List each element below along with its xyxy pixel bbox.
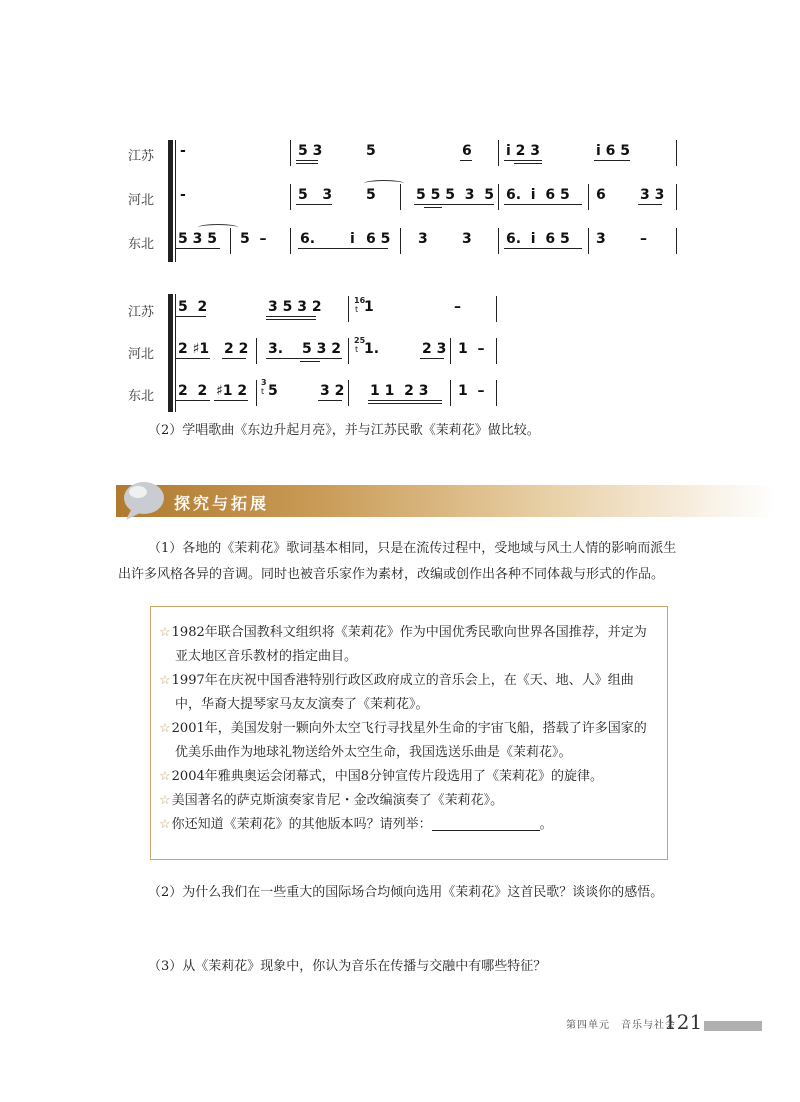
note: i 2 3 — [506, 143, 541, 159]
note: 5 5 5 3 5 — [416, 187, 494, 203]
box-item-text: 你还知道《茉莉花》的其他版本吗？请列举： — [171, 817, 432, 832]
row-label: 江苏 — [128, 305, 155, 320]
note: 6 5 — [366, 231, 391, 247]
star-icon: ☆ — [159, 625, 171, 640]
note: 5 3 5 — [178, 231, 217, 247]
note: 5 3 — [298, 143, 323, 159]
box-item-1997-cont: 中，华裔大提琴家马友友演奏了《茉莉花》。 — [175, 697, 429, 712]
beam — [594, 160, 630, 161]
box-item-1997 — [159, 669, 634, 693]
note: 1 — [364, 299, 374, 315]
row-label: 东北 — [128, 389, 155, 404]
barline — [256, 380, 257, 406]
note: 2 2 — [178, 383, 208, 399]
footer-decoration-bar — [704, 1021, 762, 1031]
beam — [176, 316, 206, 317]
barline — [400, 184, 401, 210]
beam — [414, 204, 494, 205]
row-label: 江苏 — [128, 149, 155, 164]
beam — [266, 316, 316, 317]
row-label: 河北 — [128, 193, 155, 208]
beam — [176, 248, 220, 249]
paragraph-1-line-2: 出许多风格各异的音调。同时也被音乐家作为素材，改编或创作出各种不同体裁与形式的作品。 — [118, 567, 665, 582]
barline — [496, 296, 497, 322]
box-item-text: 美国著名的萨克斯演奏家肯尼・金改编演奏了《茉莉花》。 — [171, 793, 504, 808]
time-signature-base: t — [261, 387, 265, 396]
barline — [498, 140, 499, 166]
page-number: 121 — [664, 1010, 703, 1034]
note: 1 – — [458, 341, 485, 357]
time-signature: 3 — [261, 378, 267, 387]
note: 5 3 2 — [302, 341, 341, 357]
time-signature: 25 — [354, 336, 366, 345]
speech-bubble-icon — [122, 478, 168, 522]
beam — [300, 361, 320, 362]
note: 3 2 — [320, 383, 345, 399]
note: 6 — [462, 143, 472, 159]
barline — [450, 338, 451, 364]
barline — [290, 228, 291, 254]
box-item-end: 。 — [539, 817, 553, 832]
box-item-text: 2001年，美国发射一颗向外太空飞行寻找星外生命的宇宙飞船，搭载了许多国家的 — [171, 721, 647, 736]
question-2: （2）为什么我们在一些重大的国际场合均倾向选用《茉莉花》这首民歌？谈谈你的感悟。 — [148, 885, 664, 900]
barline — [256, 338, 257, 364]
staff-row-dongbei — [128, 228, 688, 254]
note: - — [180, 187, 186, 203]
barline — [496, 338, 497, 364]
box-item-text: 1997年在庆祝中国香港特别行政区政府成立的音乐会上，在《天、地、人》组曲 — [171, 673, 634, 688]
box-item-text: 1982年联合国教科文组织将《茉莉花》作为中国优秀民歌向世界各国推荐，并定为 — [171, 625, 647, 640]
beam — [504, 248, 582, 249]
box-item-2001-cont: 优美乐曲作为地球礼物送给外太空生命，我国选送乐曲是《茉莉花》。 — [175, 745, 572, 760]
box-item-1982 — [159, 621, 647, 645]
note: i 6 5 — [596, 143, 631, 159]
barline — [230, 228, 231, 254]
barline — [290, 184, 291, 210]
box-item-1982-cont: 亚太地区音乐教材的指定曲目。 — [175, 649, 358, 664]
beam — [460, 160, 472, 161]
score-system-1 — [128, 134, 688, 264]
staff-row-jiangsu — [128, 296, 688, 322]
row-label: 东北 — [128, 237, 155, 252]
slur — [198, 224, 238, 231]
barline — [290, 140, 291, 166]
note: ♯1 2 — [216, 383, 248, 399]
time-signature-base: t — [355, 305, 359, 314]
note: 5 – — [240, 231, 267, 247]
beam — [266, 319, 316, 320]
beam — [368, 400, 442, 401]
note: 1. — [364, 341, 380, 357]
staff-row-hebei — [128, 338, 688, 364]
barline — [450, 380, 451, 406]
row-label: 河北 — [128, 347, 155, 362]
barline — [348, 296, 349, 322]
time-signature-base: t — [355, 345, 359, 354]
barline — [588, 228, 589, 254]
note: - — [180, 143, 186, 159]
answer-blank[interactable] — [432, 818, 540, 831]
star-icon: ☆ — [159, 793, 171, 808]
star-icon: ☆ — [159, 769, 171, 784]
barline — [498, 184, 499, 210]
beam — [420, 358, 444, 359]
note: 1 – — [458, 383, 485, 399]
note: 3 — [596, 231, 606, 247]
beam — [514, 163, 542, 164]
box-item-question — [159, 813, 553, 837]
note: 5 3 — [298, 187, 333, 203]
slur — [364, 180, 404, 187]
note: – — [640, 231, 647, 247]
note: 5 2 — [178, 299, 208, 315]
note: 6. i 6 5 — [506, 231, 570, 247]
box-item-2001 — [159, 717, 647, 741]
score-system-2 — [128, 290, 688, 420]
note: 2 3 — [422, 341, 447, 357]
star-icon: ☆ — [159, 673, 171, 688]
star-icon: ☆ — [159, 721, 171, 736]
note: 1 1 2 3 — [370, 383, 429, 399]
note: 6 — [596, 187, 606, 203]
barline — [498, 228, 499, 254]
staff-row-jiangsu — [128, 140, 688, 166]
box-item-text: 2004年雅典奥运会闭幕式，中国8分钟宣传片段选用了《茉莉花》的旋律。 — [171, 769, 604, 784]
beam — [176, 400, 210, 401]
barline — [348, 380, 349, 406]
staff-row-hebei — [128, 184, 688, 210]
beam — [298, 248, 388, 249]
barline — [676, 140, 677, 166]
note: 5 — [366, 187, 376, 203]
paragraph-1-line-1: （1）各地的《茉莉花》歌词基本相同，只是在流传过程中，受地域与风土人情的影响而派生 — [148, 541, 677, 556]
barline — [676, 228, 677, 254]
note: 3 — [418, 231, 428, 247]
beam — [638, 204, 662, 205]
note: 6. — [300, 231, 316, 247]
note: 5 — [268, 383, 278, 399]
note: 3. — [268, 341, 284, 357]
beam — [504, 204, 582, 205]
beam — [368, 403, 442, 404]
beam — [424, 207, 442, 208]
task-2-text: （2）学唱歌曲《东边升起月亮》，并与江苏民歌《茉莉花》做比较。 — [148, 423, 540, 438]
box-item-kenny-g — [159, 789, 503, 813]
beam — [318, 400, 342, 401]
note: 5 — [366, 143, 376, 159]
note: 2 2 — [224, 341, 249, 357]
barline — [496, 380, 497, 406]
beam — [266, 358, 342, 359]
box-item-2004 — [159, 765, 603, 789]
barline — [676, 184, 677, 210]
note: 6. i 6 5 — [506, 187, 570, 203]
section-heading-bar — [116, 485, 776, 517]
beam — [296, 163, 318, 164]
beam — [222, 358, 246, 359]
section-title: 探究与拓展 — [174, 494, 270, 513]
beam — [504, 160, 542, 161]
footer-section: 第四单元 音乐与社会 — [566, 1020, 676, 1031]
barline — [588, 184, 589, 210]
beam — [296, 204, 332, 205]
time-signature: 16 — [354, 296, 366, 305]
barline — [400, 228, 401, 254]
staff-row-dongbei — [128, 380, 688, 406]
note: 3 3 — [640, 187, 665, 203]
question-3: （3）从《茉莉花》现象中，你认为音乐在传播与交融中有哪些特征？ — [148, 959, 547, 974]
note: i — [350, 231, 355, 247]
note: – — [454, 299, 461, 315]
beam — [176, 358, 210, 359]
beam — [214, 400, 248, 401]
star-icon: ☆ — [159, 817, 171, 832]
beam — [296, 160, 318, 161]
note: 3 — [462, 231, 472, 247]
barline — [348, 338, 349, 364]
note: 2 ♯1 — [178, 341, 210, 357]
info-box — [150, 606, 668, 860]
note: 3 5 3 2 — [268, 299, 322, 315]
